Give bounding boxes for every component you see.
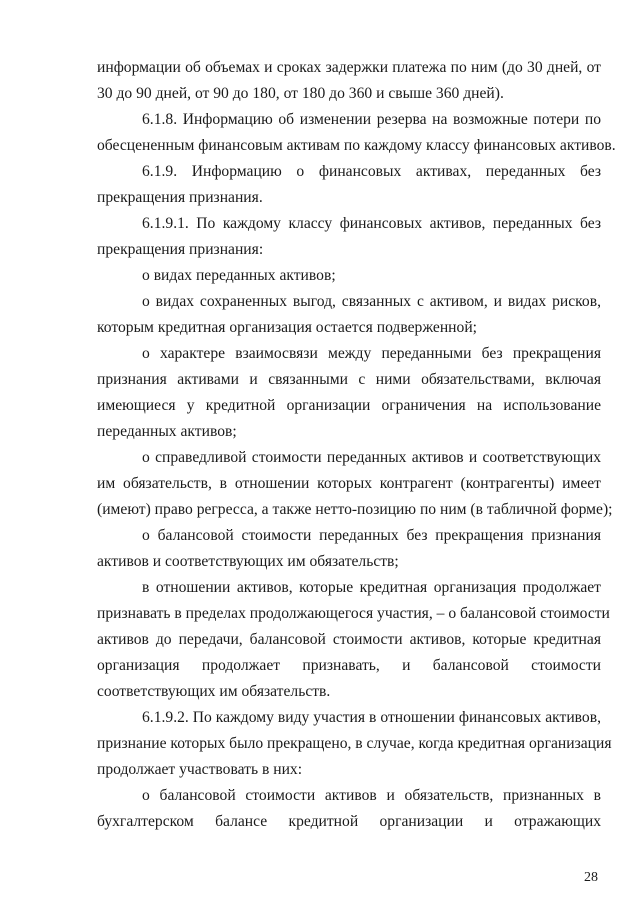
text-line: о видах сохраненных выгод, связанных с активом, и видах рисков, — [142, 293, 601, 310]
text-line: о справедливой стоимости переданных активов и соответствующих — [142, 449, 601, 466]
text-line: признание которых было прекращено, в случае, когда кредитная организация — [97, 735, 612, 752]
text-line: о видах переданных активов; — [142, 267, 336, 284]
text-line: переданных активов; — [97, 423, 237, 440]
text-line: в отношении активов, которые кредитная организация продолжает — [142, 579, 601, 596]
text-line: организация продолжает признавать, и балансовой стоимости — [97, 657, 601, 674]
text-line: 6.1.9. Информацию о финансовых активах, переданных без — [142, 163, 601, 180]
text-line: 6.1.8. Информацию об изменении резерва на возможные потери по — [142, 111, 601, 128]
text-line: прекращения признания: — [97, 241, 264, 258]
text-line: о балансовой стоимости переданных без прекращения признания — [142, 527, 601, 544]
text-line: им обязательств, в отношении которых контрагент (контрагенты) имеет — [97, 475, 601, 492]
text-line: признания активами и связанными с ними обязательствами, включая — [97, 371, 601, 388]
text-line: прекращения признания. — [97, 189, 263, 206]
text-line: 30 до 90 дней, от 90 до 180, от 180 до 360 и свыше 360 дней). — [97, 85, 504, 102]
text-line: соответствующих им обязательств. — [97, 683, 331, 700]
text-line: о балансовой стоимости активов и обязательств, признанных в — [142, 787, 601, 804]
text-line: обесцененным финансовым активам по каждому классу финансовых активов. — [97, 137, 616, 154]
text-line: 6.1.9.1. По каждому классу финансовых активов, переданных без — [142, 215, 601, 232]
text-line: которым кредитная организация остается подверженной; — [97, 319, 478, 336]
text-line: бухгалтерском балансе кредитной организации и отражающих — [97, 813, 601, 830]
text-line: продолжает участвовать в них: — [97, 761, 303, 778]
text-line: имеющиеся у кредитной организации ограничения на использование — [97, 397, 601, 414]
text-line: (имеют) право регресса, а также нетто-позицию по ним (в табличной форме); — [97, 501, 613, 518]
text-line: активов до передачи, балансовой стоимости активов, которые кредитная — [97, 631, 601, 648]
text-line: о характере взаимосвязи между переданными без прекращения — [142, 345, 601, 362]
text-line: признавать в пределах продолжающегося участия, – о балансовой стоимости — [97, 605, 610, 622]
page-number: 28 — [584, 870, 598, 885]
text-line: 6.1.9.2. По каждому виду участия в отношении финансовых активов, — [142, 709, 601, 726]
text-line: активов и соответствующих им обязательств; — [97, 553, 399, 570]
text-line: информации об объемах и сроках задержки платежа по ним (до 30 дней, от — [97, 59, 601, 76]
